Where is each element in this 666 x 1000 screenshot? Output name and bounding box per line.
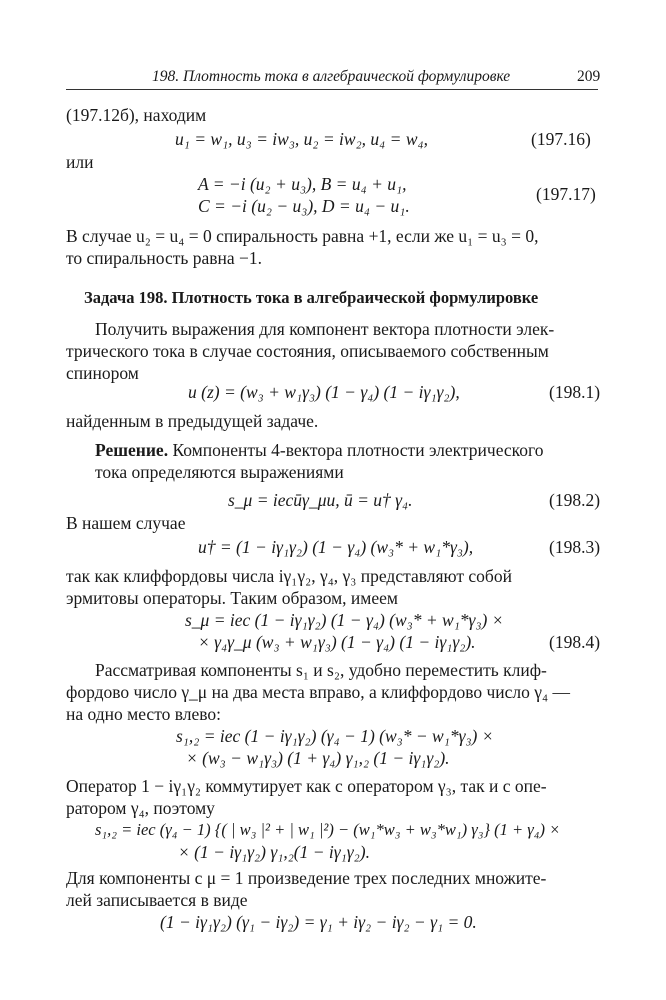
equation-198-1: u (z) = (w₃ + w₁γ₃) (1 − γ₄) (1 − iγ₁γ₂),	[188, 382, 460, 402]
equation-197-16: u₁ = w₁, u₃ = iw₃, u₂ = iw₂, u₄ = w₄,	[175, 129, 428, 149]
equation-s12-expanded-line-1: s₁,₂ = iec (γ₄ − 1) {( | w₃ |² + | w₁ |²) − (w₁*w₃ + w₃*w₁) γ₃} (1 + γ₄) ×	[95, 820, 561, 839]
equation-198-3: u† = (1 − iγ₁γ₂) (1 − γ₄) (w₃* + w₁*γ₃),	[198, 537, 474, 557]
problem-text-line-1: Получить выражения для компонент вектора плотности элек-	[95, 319, 555, 339]
equation-s12-line-1: s₁,₂ = iec (1 − iγ₁γ₂) (γ₄ − 1) (w₃* − w₁*γ₃) ×	[176, 726, 494, 746]
equation-number-198-3: (198.3)	[549, 537, 601, 557]
solution-line-5: эрмитовы операторы. Таким образом, имеем	[66, 588, 398, 608]
equation-s12-expanded-line-2: × (1 − iγ₁γ₂) γ₁,₂(1 − iγ₁γ₂).	[178, 842, 370, 862]
equation-197-17-line-1: A = −i (u₂ + u₃), B = u₄ + u₁,	[198, 174, 407, 194]
problem-title: Задача 198. Плотность тока в алгебраической формулировке	[84, 288, 539, 307]
intro-line-1: (197.12б), находим	[66, 105, 207, 125]
solution-line-7: фордово число γ_μ на два места вправо, а клиффордово число γ₄ —	[66, 682, 570, 702]
equation-197-17-line-2: C = −i (u₂ − u₃), D = u₄ − u₁.	[198, 196, 410, 216]
equation-s12-line-2: × (w₃ − w₁γ₃) (1 + γ₄) γ₁,₂ (1 − iγ₁γ₂).	[186, 748, 450, 768]
solution-line-3: В нашем случае	[66, 513, 186, 533]
solution-label: Решение.	[95, 440, 169, 460]
equation-number-198-1: (198.1)	[549, 382, 601, 402]
equation-number-198-4: (198.4)	[549, 632, 601, 652]
solution-line-11: Для компоненты с μ = 1 произведение трех последних множите-	[66, 868, 547, 888]
solution-line-1	[95, 439, 544, 461]
equation-198-2: s_μ = iecūγ_μu, ū = u† γ₄.	[228, 490, 413, 510]
solution-line-2: тока определяются выражениями	[95, 462, 344, 482]
equation-number-198-2: (198.2)	[549, 490, 601, 510]
problem-text-line-4: найденным в предыдущей задаче.	[66, 411, 319, 431]
equation-product-zero: (1 − iγ₁γ₂) (γ₁ − iγ₂) = γ₁ + iγ₂ − iγ₂ − γ₁ = 0.	[160, 912, 477, 932]
helicity-line-1: В случае u₂ = u₄ = 0 спиральность равна +1, если же u₁ = u₃ = 0,	[66, 226, 539, 246]
solution-line-4: так как клиффордовы числа iγ₁γ₂, γ₄, γ₃ представляют собой	[66, 566, 512, 586]
solution-line-8: на одно место влево:	[66, 704, 222, 724]
solution-line-6: Рассматривая компоненты s₁ и s₂, удобно переместить клиф-	[95, 660, 547, 680]
helicity-line-2: то спиральность равна −1.	[66, 248, 263, 268]
solution-line-12: лей записывается в виде	[66, 890, 248, 910]
running-title: 198. Плотность тока в алгебраической формулировке	[152, 68, 511, 85]
solution-line-10: ратором γ₄, поэтому	[66, 798, 215, 818]
equation-number-197-17: (197.17)	[536, 184, 596, 204]
problem-text-line-3: спинором	[66, 363, 139, 383]
header-rule	[66, 89, 598, 90]
problem-text-line-2: трического тока в случае состояния, описываемого собственным	[66, 341, 549, 361]
equation-198-4-line-1: s_μ = iec (1 − iγ₁γ₂) (1 − γ₄) (w₃* + w₁*γ₃) ×	[185, 610, 504, 630]
equation-number-197-16: (197.16)	[531, 129, 591, 149]
solution-line-1-text: Компоненты 4-вектора плотности электрического	[168, 440, 544, 460]
equation-198-4-line-2: × γ₄γ_μ (w₃ + w₁γ₃) (1 − γ₄) (1 − iγ₁γ₂).	[198, 632, 476, 652]
solution-line-9: Оператор 1 − iγ₁γ₂ коммутирует как с оператором γ₃, так и с опе-	[66, 776, 547, 796]
ili-word: или	[66, 152, 94, 172]
page-number: 209	[577, 68, 601, 85]
